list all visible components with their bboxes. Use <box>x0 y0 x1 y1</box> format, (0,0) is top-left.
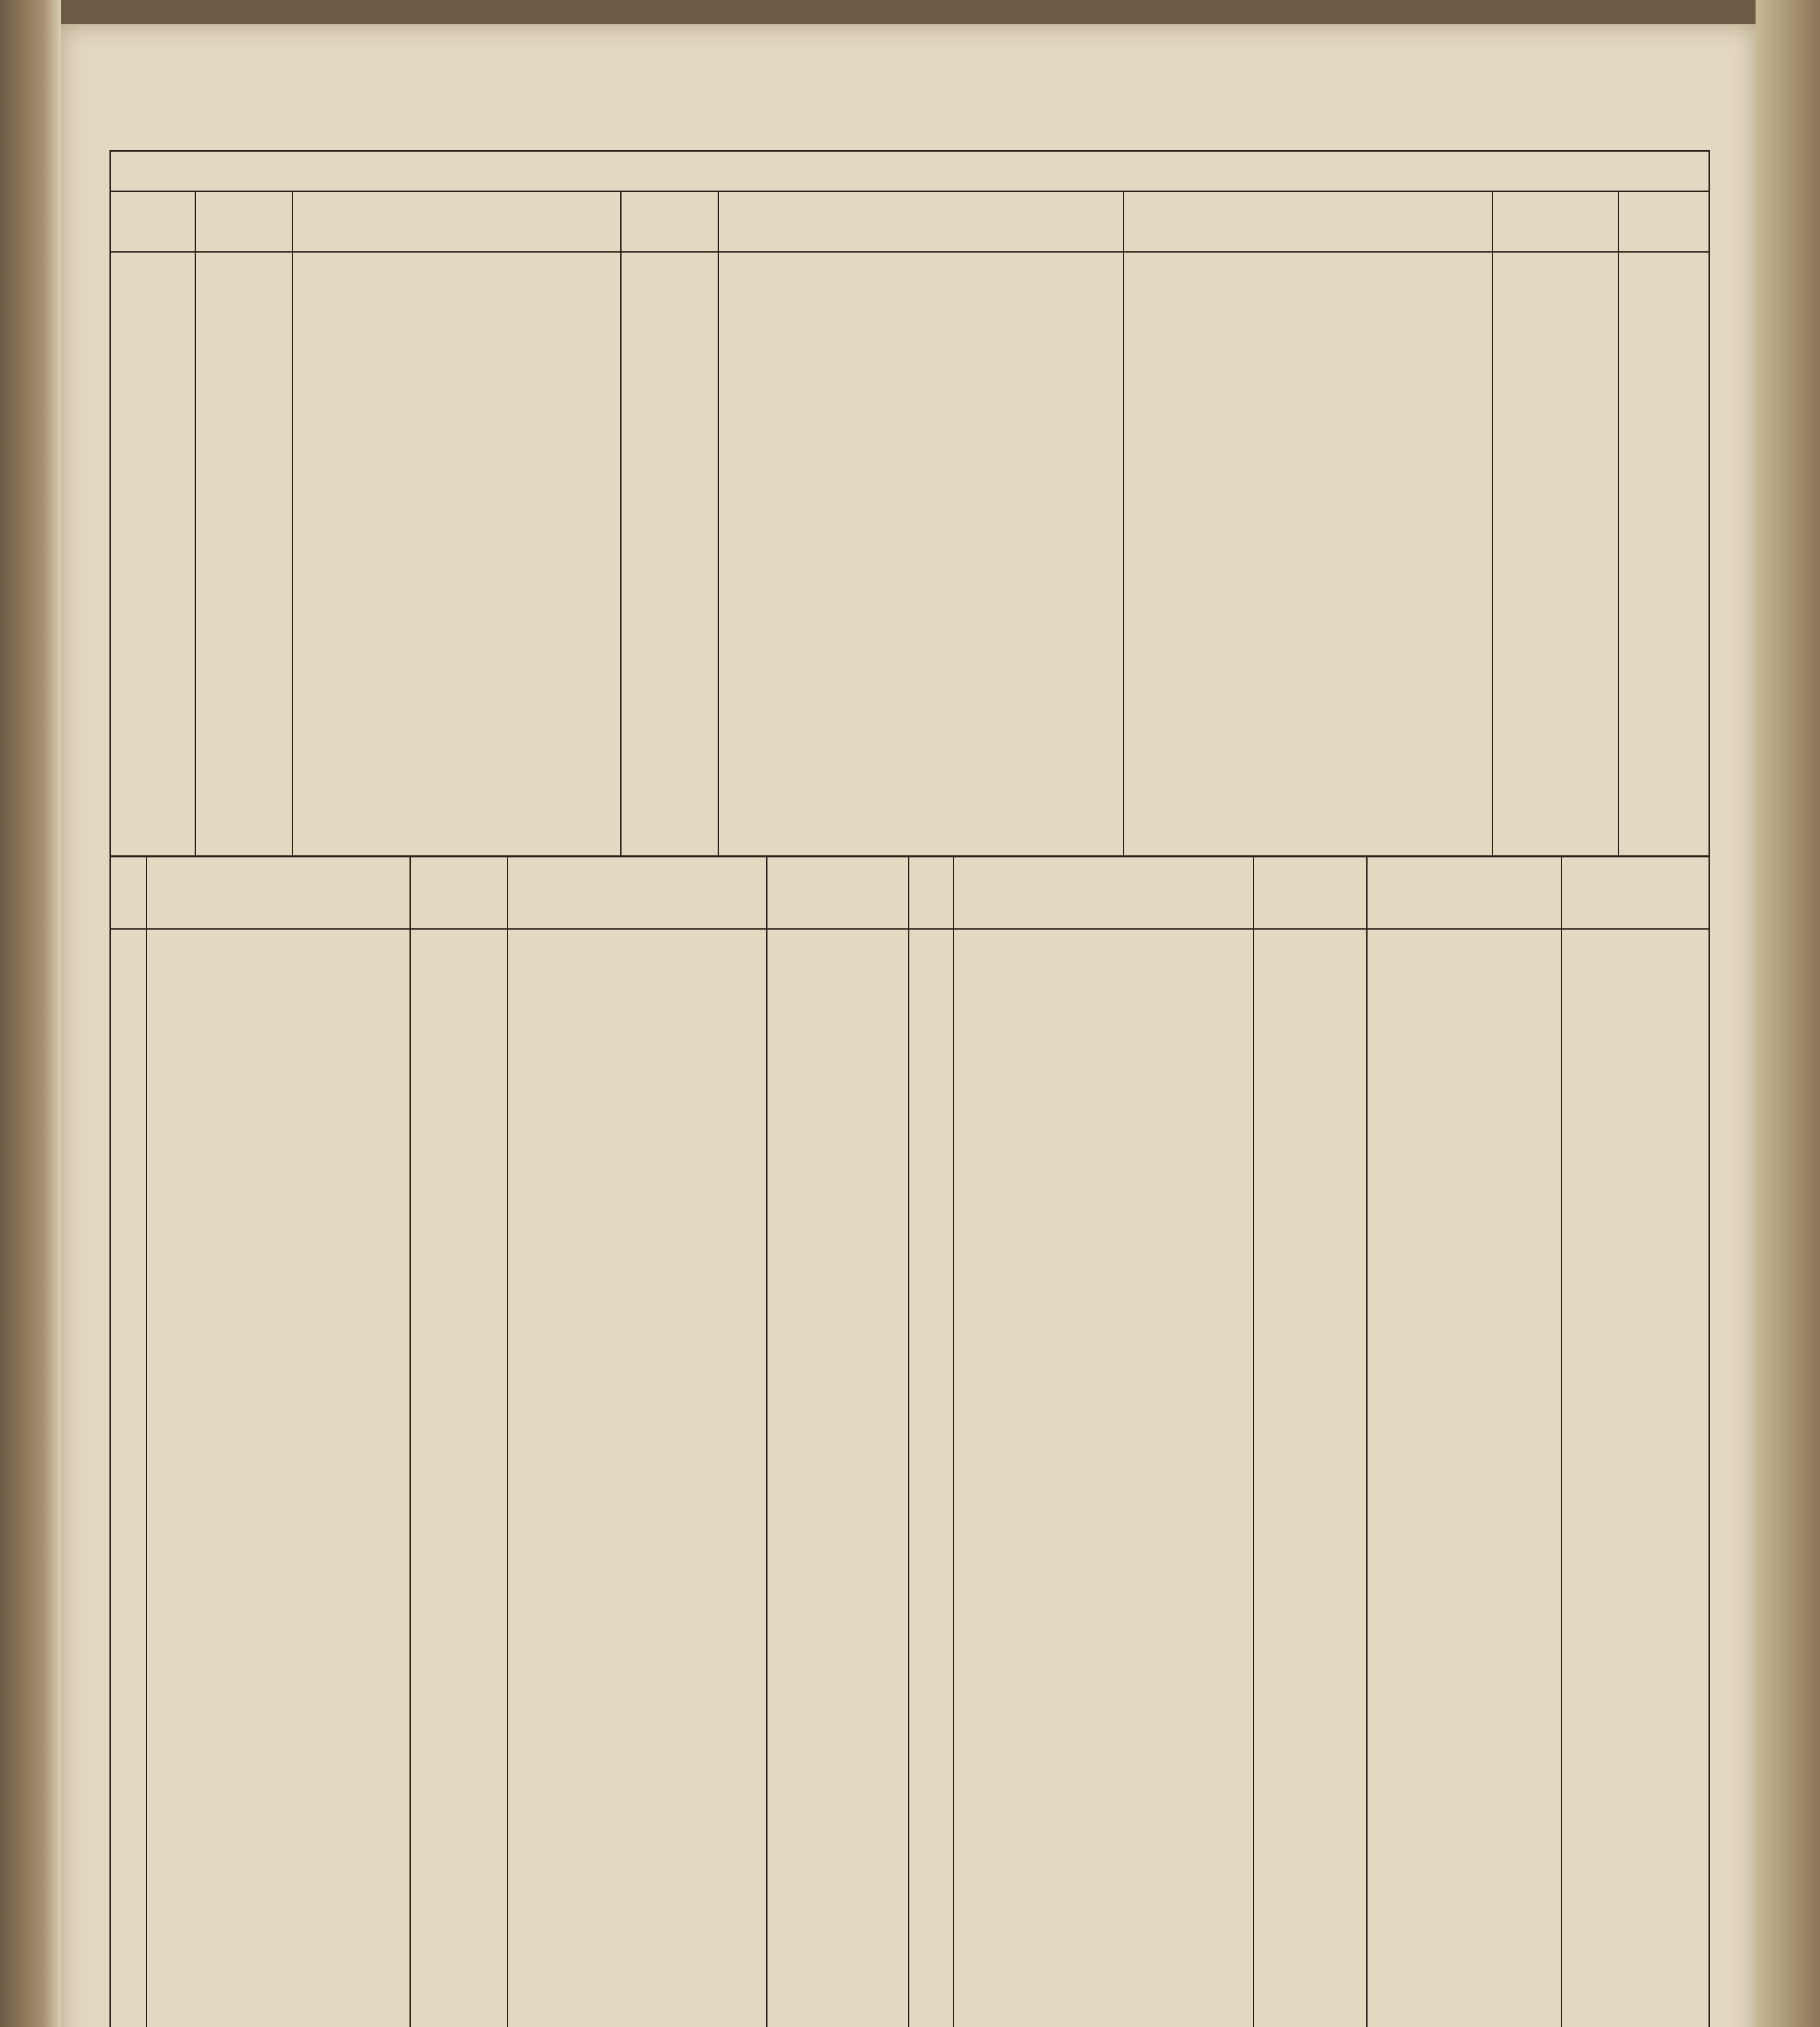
newspaper-page <box>61 24 1756 2027</box>
col-rule <box>292 191 293 855</box>
col-rule <box>1492 191 1493 855</box>
col-rule <box>908 855 909 2027</box>
book-page-edge-right <box>1756 0 1820 2027</box>
lower-right-listing <box>957 932 1703 2027</box>
col-rule <box>953 855 954 2027</box>
col-rule <box>146 855 147 2027</box>
col-rule <box>195 191 196 855</box>
col-rule <box>1123 191 1124 855</box>
col-rule <box>620 191 622 855</box>
col-rule <box>1618 191 1619 855</box>
header-rule-top <box>109 191 1709 192</box>
book-binding-left-edge <box>0 0 61 2027</box>
header-rule-bottom <box>109 251 1709 253</box>
lower-left-listing <box>150 932 904 2027</box>
col-rule <box>718 191 719 855</box>
